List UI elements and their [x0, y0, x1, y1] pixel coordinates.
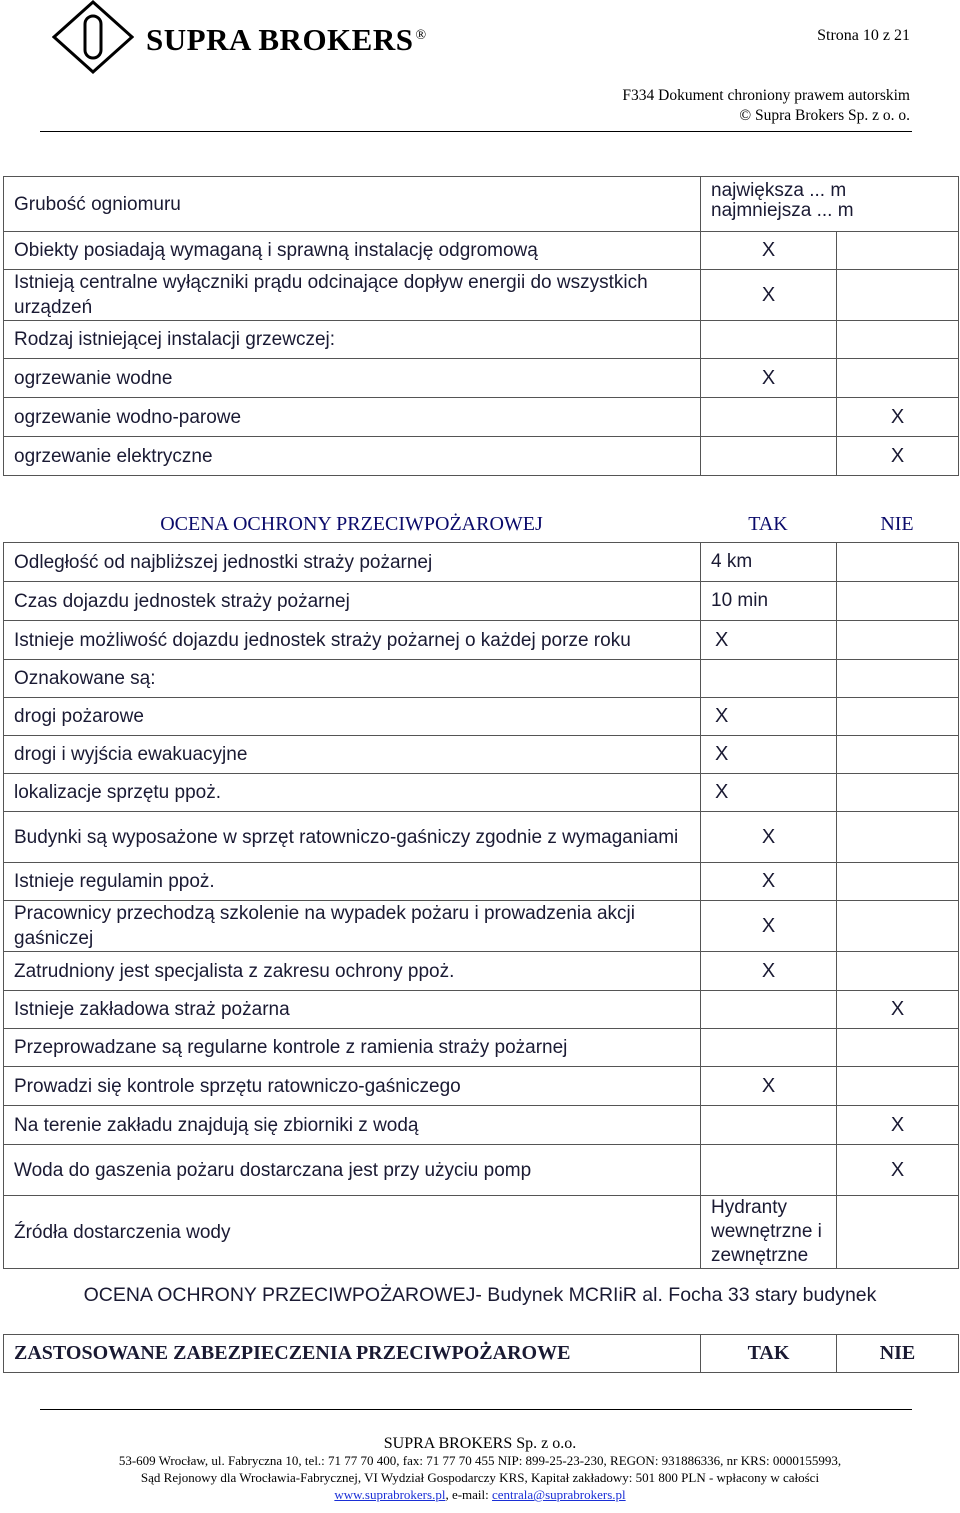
no-cell: [837, 812, 959, 863]
row-label: ogrzewanie wodne: [4, 359, 701, 398]
table-row: [4, 1196, 959, 1269]
table-row: [4, 1029, 959, 1067]
row-label: Czas dojazdu jednostek straży pożarnej: [4, 582, 701, 621]
yes-cell: X: [701, 698, 837, 736]
no-cell: [837, 774, 959, 812]
row-label: Budynki są wyposażone w sprzęt ratowniczo-gaśniczy zgodnie z wymaganiami: [4, 812, 701, 863]
yes-cell: X: [701, 863, 837, 901]
doc-notice-line1: F334 Dokument chroniony prawem autorskim: [622, 87, 910, 104]
row-label: Oznakowane są:: [4, 660, 701, 698]
email-label: , e-mail:: [445, 1487, 493, 1502]
document-notice: [622, 86, 910, 126]
page-number: Strona 10 z 21: [817, 27, 910, 44]
table-row: [4, 901, 959, 952]
wall-thickness-values: największa ... m najmniejsza ... m: [701, 177, 959, 232]
yes-cell: X: [701, 812, 837, 863]
section-heading: OCENA OCHRONY PRZECIWPOŻAROWEJ: [160, 512, 543, 535]
row-label: Istnieje regulamin ppoż.: [4, 863, 701, 901]
table-row: [4, 582, 959, 621]
footer-divider: [40, 1409, 912, 1410]
row-label: drogi i wyjścia ewakuacyjne: [4, 736, 701, 774]
footer: [0, 1435, 960, 1503]
no-cell: [837, 1029, 959, 1067]
table-row: [4, 698, 959, 736]
table-row: [4, 359, 959, 398]
row-label: Przeprowadzane są regularne kontrole z ramienia straży pożarnej: [4, 1029, 701, 1067]
table-row: [4, 1145, 959, 1196]
yes-cell: X: [701, 270, 837, 321]
safeguards-table: [3, 1334, 959, 1373]
row-label: drogi pożarowe: [4, 698, 701, 736]
no-cell: [837, 543, 959, 582]
table-row: [4, 863, 959, 901]
row-label: Obiekty posiadają wymaganą i sprawną instalację odgromową: [4, 232, 701, 270]
row-label: Źródła dostarczenia wody: [4, 1196, 701, 1269]
yes-cell: Hydranty wewnętrzne i zewnętrzne: [701, 1196, 837, 1269]
no-cell: X: [837, 1106, 959, 1145]
yes-column-header: TAK: [701, 1335, 837, 1373]
yes-cell: [701, 1106, 837, 1145]
table-row: [4, 177, 959, 232]
row-label: Pracownicy przechodzą szkolenie na wypadek pożaru i prowadzenia akcji gaśniczej: [4, 901, 701, 952]
yes-cell: [701, 660, 837, 698]
no-cell: [837, 582, 959, 621]
yes-cell: X: [701, 901, 837, 952]
row-label: Na terenie zakładu znajdują się zbiorniki z wodą: [4, 1106, 701, 1145]
footer-address: 53-609 Wrocław, ul. Fabryczna 10, tel.: 71 77 70 400, fax: 71 77 70 455 NIP: 899-25-23-230, REGON: 931886336, nr KRS: 0000155993,: [118, 1453, 842, 1468]
yes-cell: X: [701, 232, 837, 270]
table-row: [4, 1106, 959, 1145]
row-label: ogrzewanie wodno-parowe: [4, 398, 701, 437]
footer-company: SUPRA BROKERS Sp. z o.o.: [383, 1435, 577, 1452]
no-column-header: NIE: [837, 1335, 959, 1373]
table-row: [4, 952, 959, 991]
company-logo: [52, 0, 134, 74]
no-cell: [837, 359, 959, 398]
yes-cell: X: [701, 621, 837, 660]
table-row: [4, 660, 959, 698]
yes-column-header: TAK: [748, 512, 788, 535]
no-cell: X: [837, 398, 959, 437]
footer-registry: Sąd Rejonowy dla Wrocławia-Fabrycznej, VI Wydział Gospodarczy KRS, Kapitał zakładowy: 501 800 PLN - wpłacony w całości: [140, 1470, 820, 1485]
row-label: Woda do gaszenia pożaru dostarczana jest przy użyciu pomp: [4, 1145, 701, 1196]
yes-cell: [701, 398, 837, 437]
no-cell: [837, 621, 959, 660]
row-label: ogrzewanie elektryczne: [4, 437, 701, 476]
table-row: [4, 321, 959, 359]
table-row: [4, 621, 959, 660]
yes-cell: X: [701, 1067, 837, 1106]
yes-cell: 10 min: [701, 582, 837, 621]
no-cell: [837, 901, 959, 952]
row-label: Odległość od najbliższej jednostki straży pożarnej: [4, 543, 701, 582]
yes-cell: [701, 321, 837, 359]
brand-name: SUPRA BROKERS ®: [146, 22, 427, 57]
no-cell: X: [837, 991, 959, 1029]
table-row: [4, 232, 959, 270]
row-label: Zatrudniony jest specjalista z zakresu ochrony ppoż.: [4, 952, 701, 991]
no-cell: [837, 321, 959, 359]
website-link[interactable]: www.suprabrokers.pl: [334, 1487, 446, 1502]
no-cell: [837, 736, 959, 774]
yes-cell: [701, 991, 837, 1029]
yes-cell: X: [701, 736, 837, 774]
table-row: [4, 812, 959, 863]
no-cell: X: [837, 437, 959, 476]
safeguards-label: ZASTOSOWANE ZABEZPIECZENIA PRZECIWPOŻAROWE: [4, 1335, 701, 1373]
building-details-table: [3, 176, 959, 476]
table-row: [4, 736, 959, 774]
yes-cell: [701, 1145, 837, 1196]
no-cell: [837, 863, 959, 901]
table-header-row: [4, 1335, 959, 1373]
section-title: OCENA OCHRONY PRZECIWPOŻAROWEJ- Budynek MCRIiR al. Focha 33 stary budynek: [83, 1284, 877, 1306]
row-label: Istnieje możliwość dojazdu jednostek straży pożarnej o każdej porze roku: [4, 621, 701, 660]
yes-cell: [701, 437, 837, 476]
no-cell: [837, 660, 959, 698]
row-label: Istnieje zakładowa straż pożarna: [4, 991, 701, 1029]
no-column-header: NIE: [880, 512, 914, 535]
row-label: Rodzaj istniejącej instalacji grzewczej:: [4, 321, 701, 359]
no-cell: [837, 270, 959, 321]
table-row: [4, 543, 959, 582]
header-divider: [40, 131, 912, 132]
no-cell: [837, 952, 959, 991]
doc-notice-line2: © Supra Brokers Sp. z o. o.: [739, 107, 910, 124]
table-row: [4, 437, 959, 476]
yes-cell: X: [701, 774, 837, 812]
footer-contacts: [0, 1486, 960, 1503]
row-label: lokalizacje sprzętu ppoż.: [4, 774, 701, 812]
yes-cell: 4 km: [701, 543, 837, 582]
table-row: [4, 398, 959, 437]
no-cell: [837, 698, 959, 736]
yes-cell: [701, 1029, 837, 1067]
yes-cell: X: [701, 359, 837, 398]
row-label: Grubość ogniomuru: [4, 177, 701, 232]
table-row: [4, 991, 959, 1029]
table-row: [4, 774, 959, 812]
row-label: Istnieją centralne wyłączniki prądu odcinające dopływ energii do wszystkich urządzeń: [4, 270, 701, 321]
table-row: [4, 270, 959, 321]
email-link[interactable]: centrala@suprabrokers.pl: [492, 1487, 626, 1502]
no-cell: [837, 232, 959, 270]
no-cell: [837, 1196, 959, 1269]
fire-protection-table: [3, 542, 959, 1269]
yes-cell: X: [701, 952, 837, 991]
registered-mark: ®: [415, 27, 427, 43]
no-cell: X: [837, 1145, 959, 1196]
fire-protection-header: [3, 505, 958, 543]
row-label: Prowadzi się kontrole sprzętu ratowniczo-gaśniczego: [4, 1067, 701, 1106]
table-row: [4, 1067, 959, 1106]
no-cell: [837, 1067, 959, 1106]
